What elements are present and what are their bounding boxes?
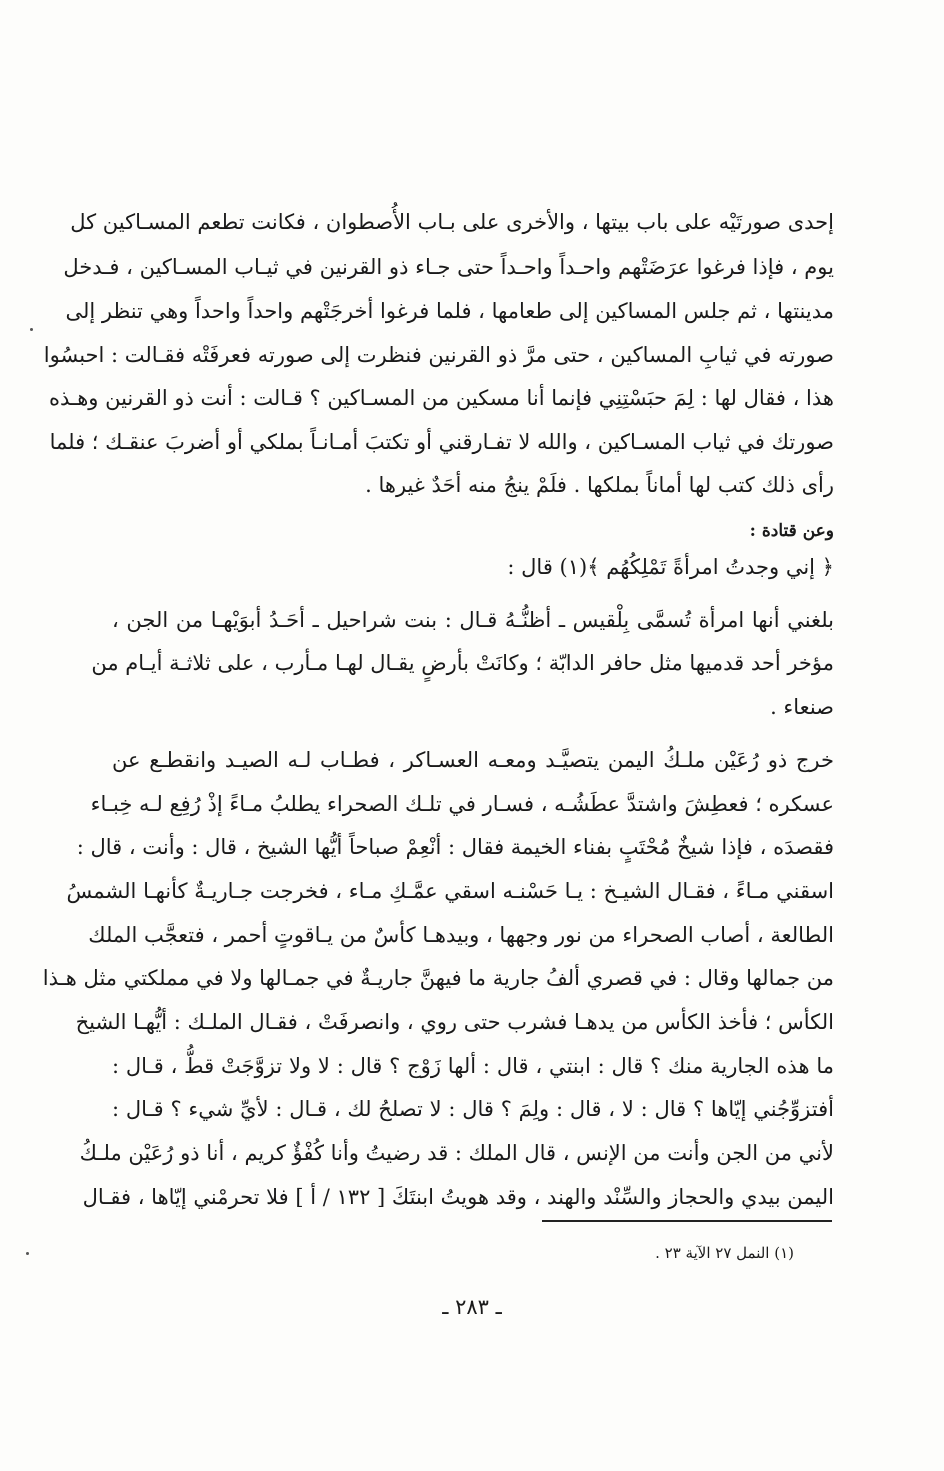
paragraph-1-line: صورتك في ثياب المسـاكين ، والله لا تفـارقني أو تكتبَ أمـانـاً بملكي أو أضربَ عنقـك ؛ فلما <box>49 430 834 454</box>
paragraph-3-line: لأني من الجن وأنت من الإنس ، قال الملك : قد رضيتُ وأنا كُفْؤٌ كريم ، أنا ذو رُعَيْن ملـكُ <box>79 1141 834 1165</box>
paragraph-2-line: مؤخر أحد قدميها مثل حافر الدابّة ؛ وكانَتْ بأرضٍ يقـال لهـا مـأرب ، على ثلاثـة أيـام من <box>91 651 834 675</box>
paragraph-1-line: إحدى صورتَيْه على باب بيتها ، والأخرى على بـاب الأُصطوان ، فكانت تطعم المسـاكين كل <box>70 210 834 234</box>
scan-speck <box>26 1252 29 1255</box>
paragraph-3-line: الكأس ؛ فأخذ الكأس من يدهـا فشرب حتى روي ، وانصرفَتْ ، فقـال الملـك : أيُّهـا الشيخ <box>75 1010 834 1034</box>
paragraph-3-line: اليمن بيدي والحجاز والسِّنْد والهند ، وقد هويتُ ابنتَكَ [ ١٣٢ / أ ] فلا تحرمْني إيّاها ، فقـال <box>82 1185 834 1209</box>
paragraph-3-line: الطالعة ، أصاب الصحراء من نور وجهها ، وبيدهـا كأسٌ من يـاقوتٍ أحمر ، فتعجَّب الملك <box>88 923 834 947</box>
paragraph-2-line: صنعاء . <box>770 695 834 719</box>
paragraph-1-line: مدينتها ، ثم جلس المساكين إلى طعامها ، فلما فرغوا أخرجَتْهم واحداً واحداً وهي تنظر إلى <box>65 299 834 323</box>
paragraph-2-line: بلغني أنها امرأة تُسمَّى بِلْقيس ـ أظنُّـهُ قـال : بنت شراحيل ـ أحَـدُ أبوَيْهـا من الجن ، <box>112 608 834 632</box>
paragraph-3-line: أفتزوِّجُني إيّاها ؟ قال : لا ، قال : ولِمَ ؟ قال : لا تصلحُ لك ، قـال : لأيِّ شيء ؟ قـال : <box>112 1097 834 1121</box>
paragraph-3-line: ما هذه الجارية منك ؟ قال : ابنتي ، قال : ألها زَوْج ؟ قال : لا ولا تزوَّجَتْ قطُّ ، قـال : <box>112 1054 834 1078</box>
paragraph-3-line: اسقني مـاءً ، فقـال الشيـخ : يـا حَسْنـه اسقي عمَّـكِ مـاء ، فخرجت جـاريـةٌ كأنهـا الشمسُ <box>66 879 834 903</box>
footnote: (١) النمل ٢٧ الآية ٢٣ . <box>655 1244 794 1262</box>
paragraph-3-line: فقصدَه ، فإذا شيخٌ مُحْتَبٍ بفناء الخيمة فقال : أنْعِمْ صباحاً أيُّها الشيخ ، قال : وأنت ، قال : <box>76 835 834 859</box>
page-number: ـ ٢٨٣ ـ <box>442 1295 502 1319</box>
paragraph-1-line: يوم ، فإذا فرغوا عرَضَتْهم واحـداً واحـداً حتى جـاء ذو القرنين في ثيـاب المسـاكين ، فـدخل <box>63 255 834 279</box>
footnote-separator <box>542 1220 832 1222</box>
paragraph-3-line: عسكره ؛ فعطِشَ واشتدَّ عطَشُـه ، فسـار في تلـك الصحراء يطلبُ مـاءً إذْ رُفِع لـه خِبـاء <box>90 792 834 816</box>
quote-line: ﴿ إني وجدتُ امرأةً تَمْلِكُهُم ﴾(١) قال : <box>507 555 834 579</box>
paragraph-3-line: خرج ذو رُعَيْن ملـكُ اليمن يتصيَّـد ومعـه العسـاكر ، فطـاب لـه الصيـد وانقطـع عن <box>112 748 834 772</box>
paragraph-1-line: هذا ، فقال لها : لِمَ حبَسْتِنِي فإنما أنا مسكين من المسـاكين ؟ قـالت : أنت ذو القرنين وهـذه <box>49 386 834 410</box>
paragraph-1-line: رأى ذلك كتب لها أماناً بملكها . فلَمْ ينجُ منه أحَدٌ غيرها . <box>365 473 834 497</box>
section-heading: وعن قتادة : <box>749 521 834 541</box>
paragraph-3-line: من جمالها وقال : في قصري ألفُ جارية ما فيهنَّ جاريـةٌ في جمـالها ولا في مملكتي مثل هـذا <box>42 966 834 990</box>
scan-speck <box>30 328 33 331</box>
paragraph-1-line: صورته في ثيابِ المساكين ، حتى مرَّ ذو القرنين فنظرت إلى صورته فعرفَتْه فقـالت : احبسُوا <box>43 343 834 367</box>
